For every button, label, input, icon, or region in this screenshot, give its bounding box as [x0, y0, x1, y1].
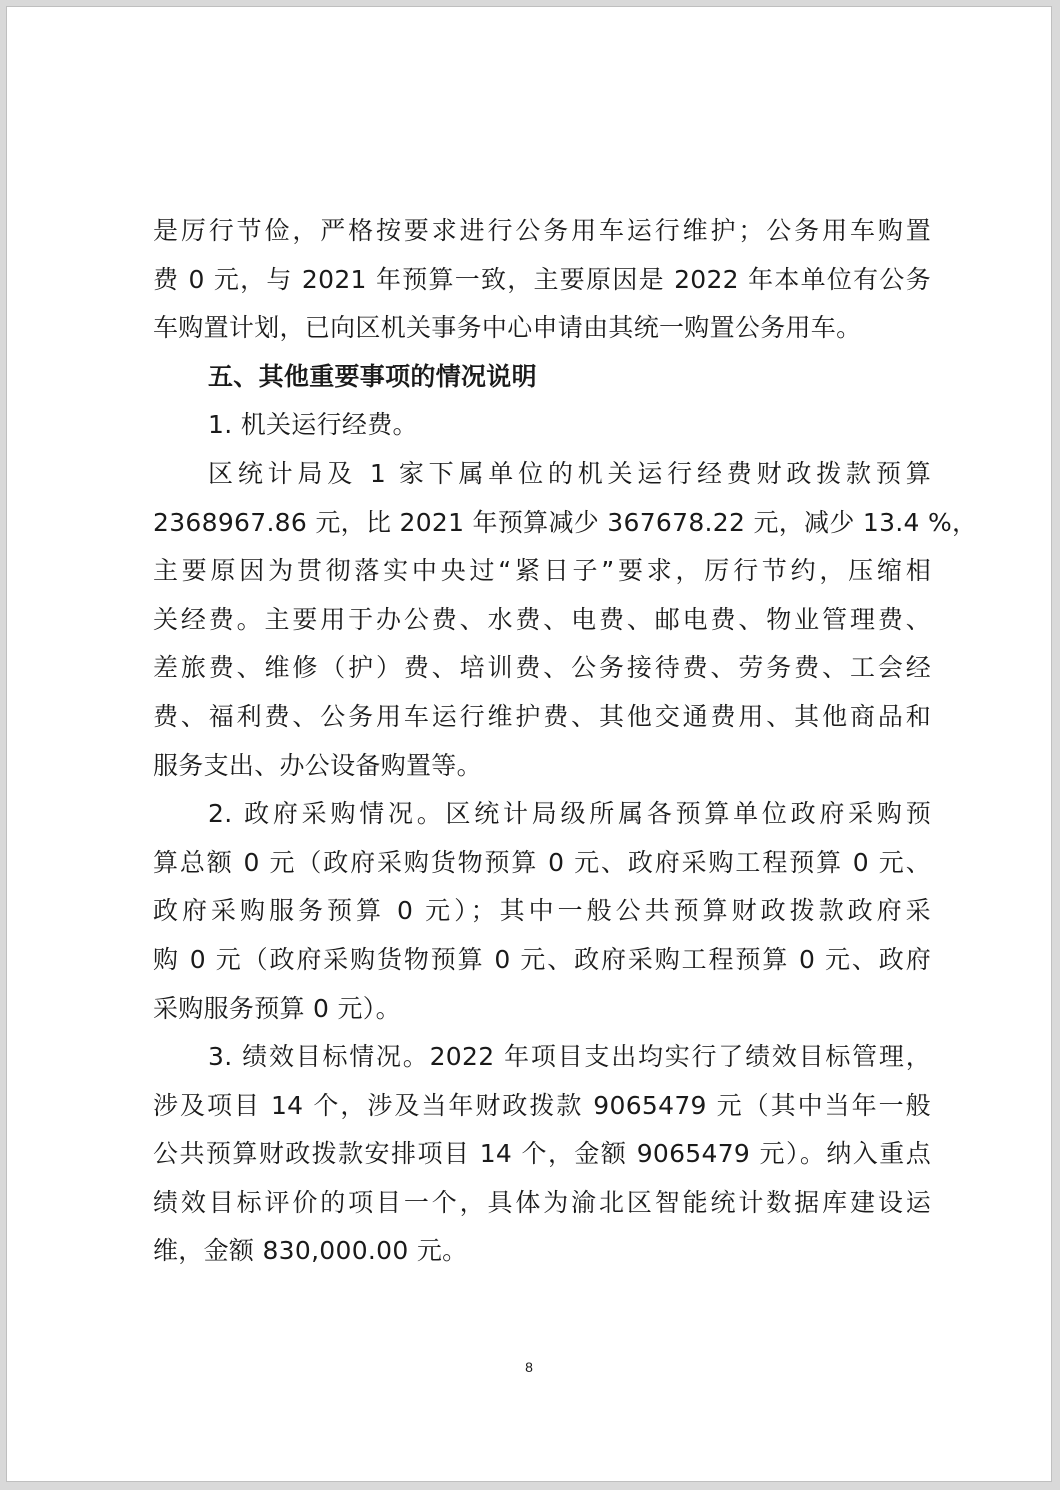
text-line: 是厉行节俭，严格按要求进行公务用车运行维护；公务用车购置 [153, 216, 931, 245]
page-number: 8 [525, 1359, 533, 1375]
text-line: 车购置计划，已向区机关事务中心申请由其统一购置公务用车。 [153, 313, 862, 343]
text-line: 3. 绩效目标情况。2022 年项目支出均实行了绩效目标管理， [208, 1042, 931, 1072]
text-line: 政府采购服务预算 0 元）；其中一般公共预算财政拨款政府采 [153, 896, 931, 926]
text-line: 维，金额 830,000.00 元。 [153, 1236, 468, 1266]
text-line: 采购服务预算 0 元）。 [153, 993, 401, 1023]
text-line: 服务支出、办公设备购置等。 [153, 750, 482, 780]
section-heading: 五、其他重要事项的情况说明 [208, 361, 537, 391]
text-line: 关经费。主要用于办公费、水费、电费、邮电费、物业管理费、 [153, 604, 931, 634]
text-line: 涉及项目 14 个，涉及当年财政拨款 9065479 元（其中当年一般 [153, 1090, 931, 1120]
text-line: 购 0 元（政府采购货物预算 0 元、政府采购工程预算 0 元、政府 [153, 944, 931, 974]
text-line: 算总额 0 元（政府采购货物预算 0 元、政府采购工程预算 0 元、 [153, 847, 931, 877]
text-line: 公共预算财政拨款安排项目 14 个，金额 9065479 元）。纳入重点 [153, 1139, 931, 1169]
text-line: 主要原因为贯彻落实中央过“紧日子”要求，厉行节约，压缩相 [153, 556, 931, 586]
text-line: 绩效目标评价的项目一个，具体为渝北区智能统计数据库建设运 [153, 1187, 931, 1217]
text-line: 费 0 元，与 2021 年预算一致，主要原因是 2022 年本单位有公务 [153, 264, 931, 294]
text-line: 2. 政府采购情况。区统计局级所属各预算单位政府采购预 [208, 799, 931, 829]
text-line: 2368967.86 元，比 2021 年预算减少 367678.22 元，减少 13.4 %， [153, 507, 978, 537]
text-line: 1. 机关运行经费。 [208, 410, 418, 440]
text-line: 区统计局及 1 家下属单位的机关运行经费财政拨款预算 [208, 458, 931, 488]
text-line: 费、福利费、公务用车运行维护费、其他交通费用、其他商品和 [153, 701, 931, 731]
body-text [153, 207, 978, 1276]
document-page [6, 6, 1052, 1482]
text-line: 差旅费、维修（护）费、培训费、公务接待费、劳务费、工会经 [153, 653, 931, 683]
